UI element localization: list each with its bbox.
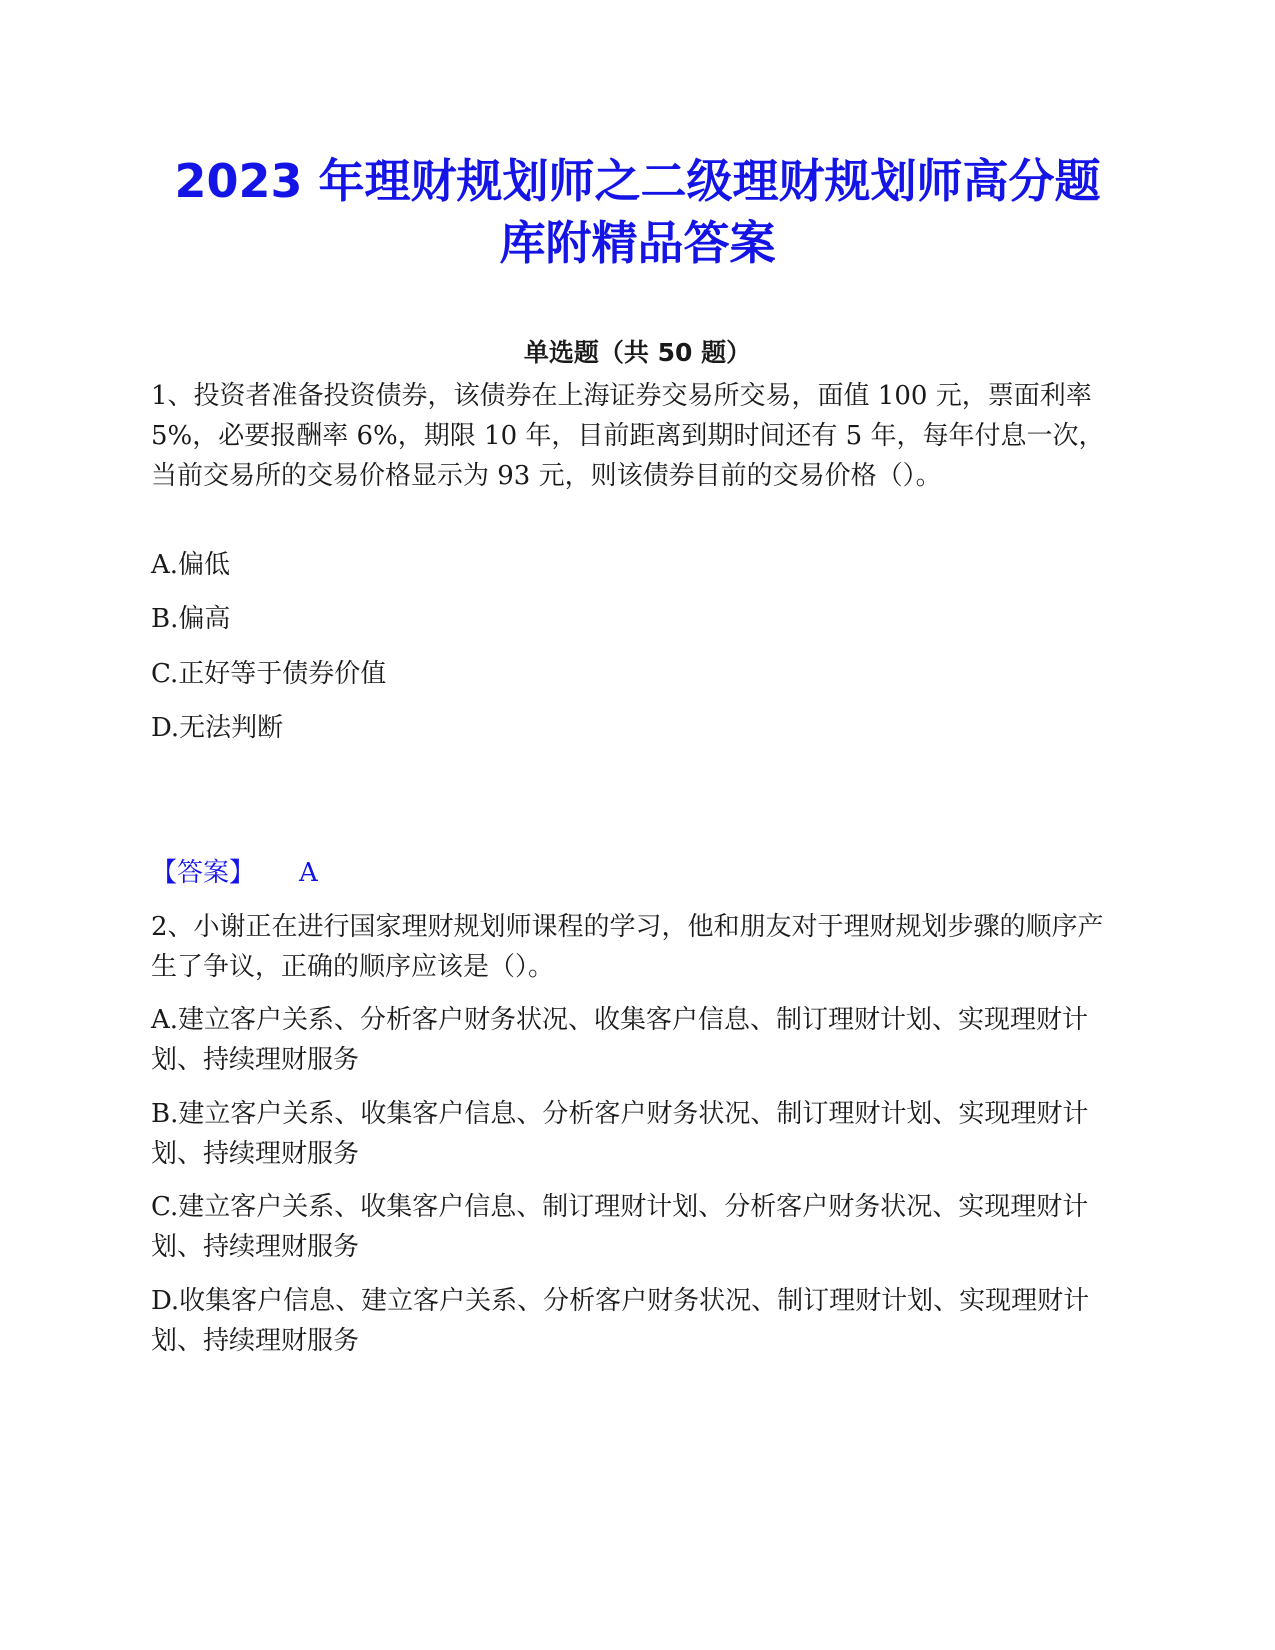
answer-label: 【答案】 — [151, 858, 256, 888]
question-1-stem: 1、投资者准备投资债券，该债券在上海证券交易所交易，面值 100 元，票面利率 5%，必要报酬率 6%，期限 10 年，目前距离到期时间还有 5 年，每年付息一次，当前交易所的交易价格显示为 93 元，则该债券目前的交易价格（）。 — [151, 381, 1105, 491]
section-heading: 单选题（共 50 题） — [523, 338, 752, 367]
question-1-option-d: D.无法判断 — [151, 713, 284, 743]
document-title — [130, 150, 1145, 274]
question-2-option-a: A.建立客户关系、分析客户财务状况、收集客户信息、制订理财计划、实现理财计划、持续理财服务 — [151, 1005, 1089, 1075]
question-1-option-c: C.正好等于债券价值 — [151, 659, 387, 689]
question-1-option-b: B.偏高 — [151, 604, 231, 634]
question-1-answer — [151, 853, 1126, 893]
title-line-1: 2023 年理财规划师之二级理财规划师高分题 — [174, 154, 1101, 208]
question-2-option-c: C.建立客户关系、收集客户信息、制订理财计划、分析客户财务状况、实现理财计划、持续理财服务 — [151, 1192, 1089, 1262]
question-2-option-d: D.收集客户信息、建立客户关系、分析客户财务状况、制订理财计划、实现理财计划、持续理财服务 — [151, 1286, 1090, 1356]
question-2-option-b: B.建立客户关系、收集客户信息、分析客户财务状况、制订理财计划、实现理财计划、持续理财服务 — [151, 1099, 1089, 1169]
question-2-stem: 2、小谢正在进行国家理财规划师课程的学习，他和朋友对于理财规划步骤的顺序产生了争议，正确的顺序应该是（）。 — [151, 912, 1104, 982]
question-1-option-a: A.偏低 — [151, 550, 231, 580]
answer-value: A — [299, 858, 318, 888]
title-line-2: 库附精品答案 — [499, 216, 776, 270]
